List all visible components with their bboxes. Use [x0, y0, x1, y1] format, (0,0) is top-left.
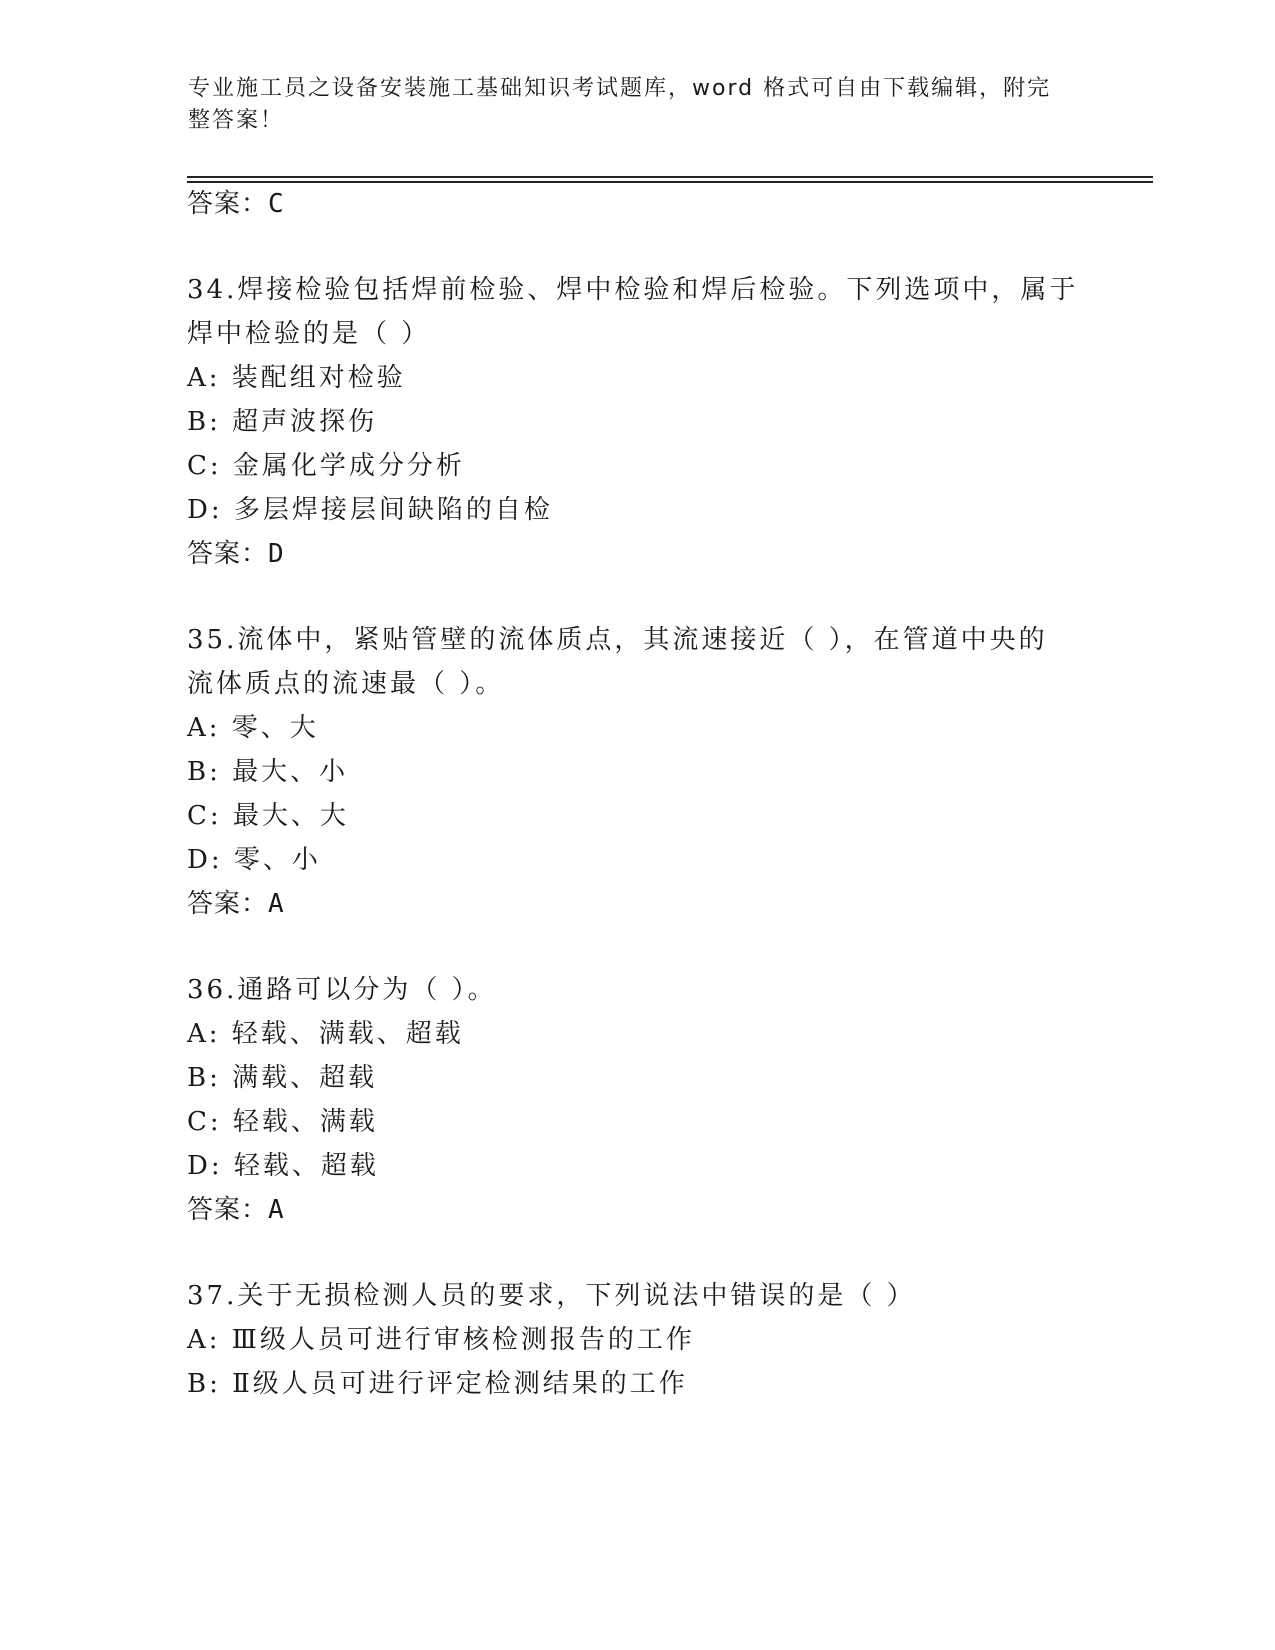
answer-value: A	[268, 1195, 285, 1225]
question-34-stem-line-1: 34.焊接检验包括焊前检验、焊中检验和焊后检验。下列选项中，属于	[187, 275, 1079, 305]
answer-label: 答案：	[187, 539, 269, 569]
question-34-option-d: D: 多层焊接层间缺陷的自检	[187, 495, 553, 525]
question-34-option-a: A: 装配组对检验	[187, 363, 406, 393]
question-35-option-d: D: 零、小	[187, 845, 321, 875]
header-divider-bottom	[187, 181, 1153, 183]
answer-value: D	[268, 539, 285, 569]
answer-value: C	[268, 189, 285, 219]
question-36-option-a: A: 轻载、满载、超载	[187, 1019, 464, 1049]
answer-36	[187, 1193, 285, 1227]
question-37-option-b: B: Ⅱ级人员可进行评定检测结果的工作	[187, 1369, 688, 1399]
question-34-option-b: B: 超声波探伤	[187, 407, 378, 437]
document-header: 专业施工员之设备安装施工基础知识考试题库，word 格式可自由下载编辑，附完整答案！	[188, 76, 1052, 133]
answer-35	[187, 887, 285, 921]
answer-34	[187, 537, 285, 571]
question-37-option-a: A: Ⅲ级人员可进行审核检测报告的工作	[187, 1325, 695, 1355]
header-divider-top	[187, 176, 1153, 178]
question-36-option-c: C: 轻载、满载	[187, 1107, 378, 1137]
question-35-option-a: A: 零、大	[187, 713, 319, 743]
answer-value: A	[268, 889, 285, 919]
question-35-option-b: B: 最大、小	[187, 757, 349, 787]
answer-33	[187, 187, 285, 221]
question-35-stem-line-1: 35.流体中，紧贴管壁的流体质点，其流速接近（ ），在管道中央的	[187, 625, 1048, 655]
question-35-stem-line-2: 流体质点的流速最（ ）。	[187, 669, 505, 699]
question-36-option-b: B: 满载、超载	[187, 1063, 378, 1093]
question-36-stem-line-1: 36.通路可以分为（ ）。	[187, 975, 497, 1005]
question-36-option-d: D: 轻载、超载	[187, 1151, 379, 1181]
answer-label: 答案：	[187, 189, 269, 219]
answer-label: 答案：	[187, 889, 269, 919]
question-34-stem-line-2: 焊中检验的是（ ）	[187, 319, 431, 349]
question-37-stem-line-1: 37.关于无损检测人员的要求，下列说法中错误的是（ ）	[187, 1281, 916, 1311]
answer-label: 答案：	[187, 1195, 269, 1225]
question-34-option-c: C: 金属化学成分分析	[187, 451, 465, 481]
question-35-option-c: C: 最大、大	[187, 801, 349, 831]
